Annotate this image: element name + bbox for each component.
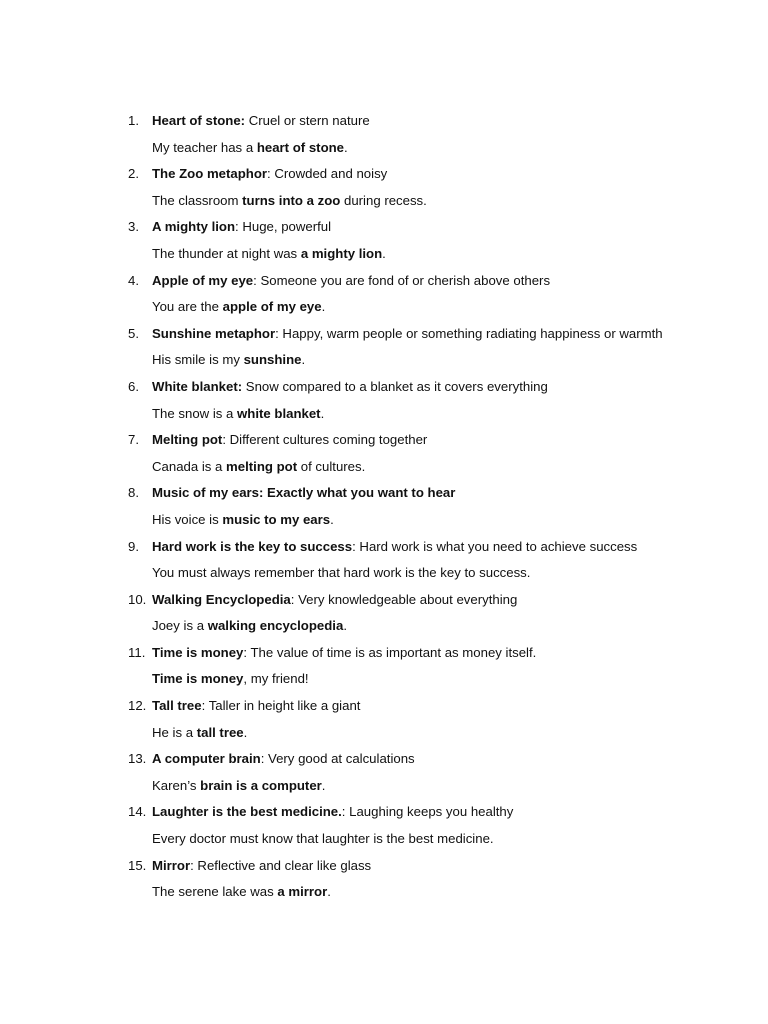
term: Heart of stone: bbox=[152, 113, 246, 128]
term: Music of my ears: Exactly what you want to hear bbox=[152, 485, 456, 501]
example-text: during recess. bbox=[340, 192, 427, 208]
example-sentence bbox=[128, 773, 728, 800]
definition-line bbox=[128, 161, 728, 188]
example-text: His smile is my bbox=[152, 352, 244, 368]
example-sentence bbox=[128, 666, 728, 693]
definition-text bbox=[152, 534, 672, 561]
item-number: 4. bbox=[128, 272, 139, 288]
list-item bbox=[128, 534, 728, 587]
definition-line bbox=[128, 693, 728, 720]
item-number: 12. bbox=[128, 698, 147, 714]
item-number: 6. bbox=[128, 378, 139, 394]
definition: : Very knowledgeable about everything bbox=[290, 591, 518, 607]
example-text: You are the bbox=[152, 299, 223, 315]
example-text: The serene lake was bbox=[152, 884, 278, 900]
list-item bbox=[128, 427, 728, 480]
definition-line bbox=[128, 799, 728, 826]
term: Apple of my eye bbox=[152, 272, 254, 288]
example-text: Joey is a bbox=[152, 618, 208, 634]
example-text: His voice is bbox=[152, 511, 223, 527]
item-number: 1. bbox=[128, 113, 139, 128]
definition: : Taller in height like a giant bbox=[201, 698, 361, 714]
example-text: . bbox=[321, 299, 326, 315]
example-sentence bbox=[128, 294, 728, 321]
example-bold-phrase: tall tree bbox=[196, 724, 244, 740]
example-text: He is a bbox=[152, 724, 197, 740]
definition-text bbox=[152, 268, 672, 295]
example-bold-phrase: sunshine bbox=[243, 352, 302, 368]
example-text: The snow is a bbox=[152, 405, 238, 421]
definition-line bbox=[128, 534, 728, 561]
definition: : Laughing keeps you healthy bbox=[341, 804, 514, 820]
example-bold-phrase: walking encyclopedia bbox=[207, 618, 344, 634]
list-item bbox=[128, 321, 728, 374]
term: White blanket: bbox=[152, 378, 243, 394]
example-bold-phrase: melting pot bbox=[226, 458, 298, 474]
example-sentence bbox=[128, 613, 728, 640]
definition: : Huge, powerful bbox=[235, 219, 332, 235]
definition: Snow compared to a blanket as it covers everything bbox=[242, 378, 548, 394]
example-bold-phrase: turns into a zoo bbox=[242, 192, 341, 208]
list-item bbox=[128, 640, 728, 693]
example-bold-phrase: white blanket bbox=[237, 405, 321, 421]
list-item bbox=[128, 108, 728, 161]
example-bold-phrase: a mirror bbox=[277, 884, 328, 900]
definition-text bbox=[152, 214, 672, 241]
example-bold-phrase: heart of stone bbox=[256, 139, 345, 155]
term: Hard work is the key to success bbox=[152, 538, 353, 554]
item-number: 2. bbox=[128, 166, 139, 182]
definition-text bbox=[152, 693, 672, 720]
example-sentence bbox=[128, 241, 728, 268]
example-sentence bbox=[128, 560, 728, 587]
list-item bbox=[128, 374, 728, 427]
example-sentence bbox=[128, 720, 728, 747]
example-text: of cultures. bbox=[297, 458, 366, 474]
item-number: 13. bbox=[128, 751, 147, 767]
list-item bbox=[128, 853, 728, 906]
example-bold-phrase: apple of my eye bbox=[222, 299, 322, 315]
example-sentence bbox=[128, 401, 728, 428]
list-item bbox=[128, 693, 728, 746]
term: The Zoo metaphor bbox=[152, 166, 268, 182]
example-text: . bbox=[343, 618, 347, 634]
definition-line bbox=[128, 321, 728, 348]
definition: : Reflective and clear like glass bbox=[190, 857, 372, 873]
term: Mirror bbox=[152, 857, 191, 873]
definition-text bbox=[152, 374, 672, 401]
example-text: . bbox=[344, 139, 348, 155]
definition-text bbox=[152, 321, 672, 348]
definition-line bbox=[128, 587, 728, 614]
term: Laughter is the best medicine. bbox=[152, 804, 342, 820]
example-text: Every doctor must know that laughter is the best medicine. bbox=[152, 831, 494, 847]
definition-line bbox=[128, 108, 728, 135]
list-item bbox=[128, 799, 728, 852]
term: Tall tree bbox=[152, 698, 202, 714]
example-bold-phrase: a mighty lion bbox=[300, 245, 383, 261]
item-number: 14. bbox=[128, 804, 147, 820]
term: A mighty lion bbox=[152, 219, 236, 235]
example-sentence bbox=[128, 507, 728, 534]
metaphor-list bbox=[128, 108, 728, 906]
definition-line bbox=[128, 853, 728, 880]
term: Walking Encyclopedia bbox=[152, 591, 291, 607]
definition-text bbox=[152, 799, 672, 826]
example-text: . bbox=[382, 245, 386, 261]
list-item bbox=[128, 746, 728, 799]
definition: : Someone you are fond of or cherish above others bbox=[253, 272, 551, 288]
definition: : Different cultures coming together bbox=[222, 432, 428, 448]
example-text: My teacher has a bbox=[152, 139, 257, 155]
example-sentence bbox=[128, 454, 728, 481]
list-item bbox=[128, 587, 728, 640]
item-number: 9. bbox=[128, 538, 139, 554]
definition-text bbox=[152, 853, 672, 880]
example-sentence bbox=[128, 879, 728, 906]
term: Sunshine metaphor bbox=[152, 325, 276, 341]
example-text: Karen’s bbox=[152, 777, 201, 793]
example-bold-phrase: music to my ears bbox=[222, 511, 331, 527]
definition: : Happy, warm people or something radiating happiness or warmth bbox=[275, 325, 663, 341]
example-bold-phrase: brain is a computer bbox=[200, 777, 322, 793]
example-text: . bbox=[321, 777, 326, 793]
list-item bbox=[128, 480, 728, 533]
definition-line bbox=[128, 268, 728, 295]
item-number: 15. bbox=[128, 857, 147, 873]
term: A computer brain bbox=[152, 751, 261, 767]
definition-line bbox=[128, 746, 728, 773]
definition: : Crowded and noisy bbox=[267, 166, 388, 182]
item-number: 10. bbox=[128, 591, 147, 607]
item-number: 3. bbox=[128, 219, 139, 235]
definition: Cruel or stern nature bbox=[245, 113, 370, 128]
list-item bbox=[128, 268, 728, 321]
example-text: . bbox=[330, 511, 334, 527]
item-number: 8. bbox=[128, 485, 139, 501]
definition: : The value of time is as important as money itself. bbox=[243, 644, 537, 660]
list-item bbox=[128, 161, 728, 214]
definition-text bbox=[152, 480, 672, 507]
definition-line bbox=[128, 374, 728, 401]
example-sentence bbox=[128, 347, 728, 374]
definition-line bbox=[128, 640, 728, 667]
example-sentence bbox=[128, 135, 728, 162]
example-text: . bbox=[327, 884, 331, 900]
list-item bbox=[128, 214, 728, 267]
example-sentence bbox=[128, 188, 728, 215]
definition-text bbox=[152, 108, 672, 135]
definition-line bbox=[128, 427, 728, 454]
definition-text bbox=[152, 161, 672, 188]
definition-text bbox=[152, 746, 672, 773]
item-number: 7. bbox=[128, 432, 139, 448]
definition-text bbox=[152, 427, 672, 454]
definition-line bbox=[128, 480, 728, 507]
example-text: The thunder at night was bbox=[152, 245, 301, 261]
example-text: . bbox=[243, 724, 248, 740]
example-sentence bbox=[128, 826, 728, 853]
item-number: 5. bbox=[128, 325, 139, 341]
example-text: Canada is a bbox=[152, 458, 227, 474]
example-bold-phrase: Time is money bbox=[152, 671, 244, 687]
definition-text bbox=[152, 587, 672, 614]
term: Melting pot bbox=[152, 432, 223, 448]
definition-text bbox=[152, 640, 672, 667]
example-text: The classroom bbox=[152, 192, 243, 208]
example-text: , my friend! bbox=[243, 671, 309, 687]
example-text: . bbox=[301, 352, 306, 368]
example-text: . bbox=[320, 405, 325, 421]
term: Time is money bbox=[152, 644, 244, 660]
definition: : Hard work is what you need to achieve success bbox=[352, 538, 638, 554]
definition-line bbox=[128, 214, 728, 241]
example-text: You must always remember that hard work is the key to success. bbox=[152, 565, 531, 581]
definition: : Very good at calculations bbox=[260, 751, 415, 767]
item-number: 11. bbox=[128, 644, 146, 660]
